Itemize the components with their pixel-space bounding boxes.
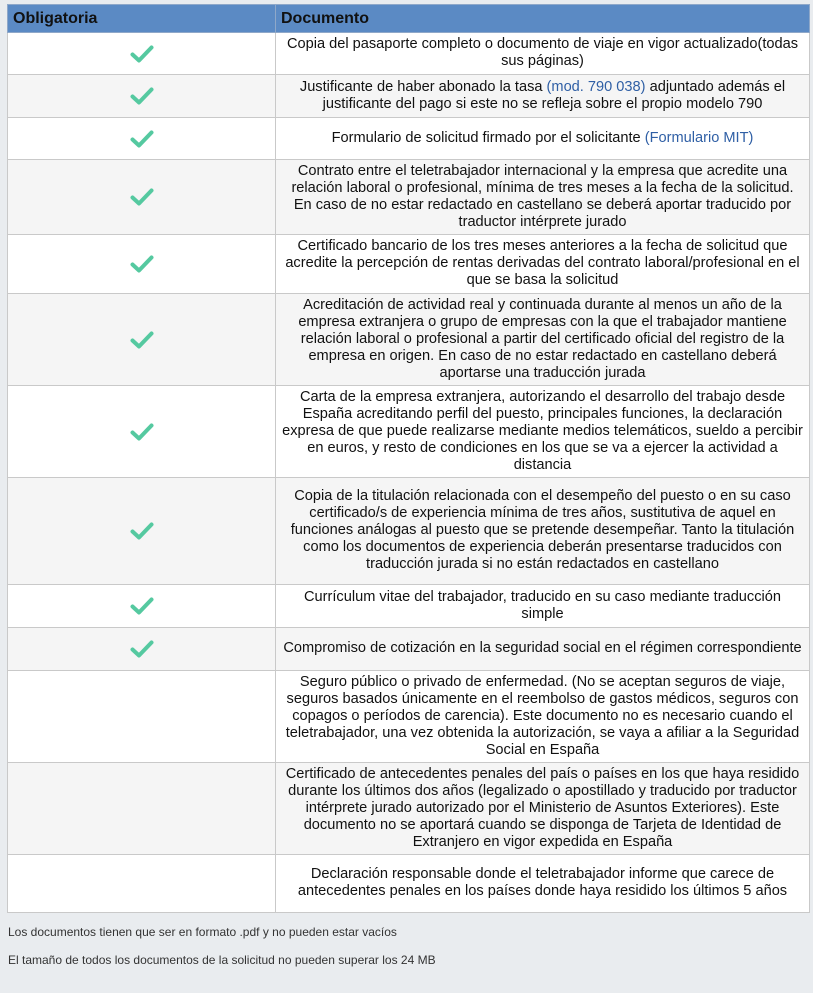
table-row — [8, 294, 810, 386]
table-body — [8, 33, 810, 913]
document-text: Carta de la empresa extranjera, autorizando el desarrollo del trabajo desde España acreditando perfil del puesto, principales funciones, la declaración expresa de que puede realizarse mediante medios telemáticos, sueldo a percibir en euros, y resto de condiciones en los que se va a ejercer la actividad a distancia — [282, 388, 803, 473]
table-row — [8, 386, 810, 478]
document-description — [276, 235, 810, 294]
documents-table — [7, 4, 810, 913]
table-row — [8, 855, 810, 913]
document-text: Certificado bancario de los tres meses anteriores a la fecha de solicitud que acredite la percepción de rentas derivadas del contrato laboral/profesional en el que se basa la solicitud — [285, 238, 800, 288]
document-description — [276, 294, 810, 386]
required-cell — [8, 478, 276, 585]
required-cell — [8, 671, 276, 763]
document-text: Contrato entre el teletrabajador internacional y la empresa que acredite una relación laboral o profesional, mínima de tres meses a la fecha de la solicitud. En caso de no estar redactado en castellano se deberá aportar traducido por traductor intérprete jurado — [291, 162, 794, 230]
document-description — [276, 478, 810, 585]
table-header-row — [8, 5, 810, 33]
table-row — [8, 235, 810, 294]
table-row — [8, 33, 810, 75]
document-text: Currículum vitae del trabajador, traducido en su caso mediante traducción simple — [304, 588, 781, 622]
document-text: Justificante de haber abonado la tasa — [299, 78, 547, 95]
document-description — [276, 118, 810, 160]
document-text: Declaración responsable donde el teletrabajador informe que carece de antecedentes penales en los países donde haya residido los últimos 5 años — [297, 866, 788, 899]
document-text: Copia del pasaporte completo o documento de viaje en vigor actualizado(todas sus páginas) — [286, 36, 799, 69]
document-text: Compromiso de cotización en la seguridad social en el régimen correspondiente — [283, 640, 802, 656]
document-description — [276, 628, 810, 671]
required-cell — [8, 763, 276, 855]
checkmark-icon — [130, 187, 154, 207]
document-description — [276, 585, 810, 628]
table-row — [8, 671, 810, 763]
checkmark-icon — [130, 254, 154, 274]
table-row — [8, 75, 810, 118]
checkmark-icon — [130, 639, 154, 659]
table-row — [8, 585, 810, 628]
document-description — [276, 386, 810, 478]
checkmark-icon — [130, 86, 154, 106]
document-text: adjuntado además el justificante del pago si este no se refleja sobre el propio modelo 790 — [322, 78, 786, 112]
table-row — [8, 763, 810, 855]
document-description — [276, 33, 810, 75]
required-cell — [8, 160, 276, 235]
document-link[interactable]: (mod. 790 038) — [546, 78, 646, 95]
required-cell — [8, 235, 276, 294]
checkmark-icon — [130, 521, 154, 541]
document-description — [276, 855, 810, 913]
document-description — [276, 75, 810, 118]
required-cell — [8, 75, 276, 118]
required-cell — [8, 628, 276, 671]
checkmark-icon — [130, 596, 154, 616]
required-cell — [8, 585, 276, 628]
required-cell — [8, 855, 276, 913]
checkmark-icon — [130, 129, 154, 149]
table-row — [8, 478, 810, 585]
table-row — [8, 160, 810, 235]
document-text: Copia de la titulación relacionada con el desempeño del puesto o en su caso certificado/s de experiencia mínima de tres años, sustitutiva de aquel en funciones análogas al puesto que se pretende desempeñar. Tanto la titulación como los documentos de experiencia deberán presentarse traducidos con traducción jurada si no están redactados en castellano — [290, 488, 795, 572]
required-cell — [8, 118, 276, 160]
document-text: Seguro público o privado de enfermedad. (No se aceptan seguros de viaje, seguros basados únicamente en el reembolso de gastos médicos, seguros con copagos o períodos de carencia). Este documento no es necesario cuando el teletrabajador, una vez obtenida la autorización, se vaya a afiliar a la Seguridad Social en España — [285, 673, 800, 758]
checkmark-icon — [130, 422, 154, 442]
document-text: Acreditación de actividad real y continuada durante al menos un año de la empresa extranjera o grupo de empresas con la que el trabajador mantiene relación laboral o profesional a partir del certificado oficial del registro de la empresa en origen. En caso de no estar redactado en castellano deberá aportarse una traducción jurada — [298, 296, 787, 381]
note-size: El tamaño de todos los documentos de la solicitud no pueden superar los 24 MB — [8, 953, 436, 967]
documents-table-container — [7, 4, 810, 913]
document-link[interactable]: (Formulario MIT) — [644, 129, 754, 146]
document-description — [276, 160, 810, 235]
table-row — [8, 118, 810, 160]
column-header-documento: Documento — [276, 5, 810, 33]
note-format: Los documentos tienen que ser en formato .pdf y no pueden estar vacíos — [8, 925, 397, 939]
document-description — [276, 671, 810, 763]
column-header-obligatoria: Obligatoria — [8, 5, 276, 33]
document-text: Formulario de solicitud firmado por el solicitante — [331, 129, 645, 146]
document-text: Certificado de antecedentes penales del país o países en los que haya residido durante los últimos dos años (legalizado o apostillado y traducido por traductor intérprete jurado autorizado por el Ministerio de Asuntos Exteriores). Este documento no se aportará cuando se disponga de Tarjeta de Identidad de Extranjero en vigor expedida en España — [285, 765, 800, 850]
table-row — [8, 628, 810, 671]
required-cell — [8, 33, 276, 75]
checkmark-icon — [130, 44, 154, 64]
checkmark-icon — [130, 330, 154, 350]
required-cell — [8, 386, 276, 478]
required-cell — [8, 294, 276, 386]
document-description — [276, 763, 810, 855]
